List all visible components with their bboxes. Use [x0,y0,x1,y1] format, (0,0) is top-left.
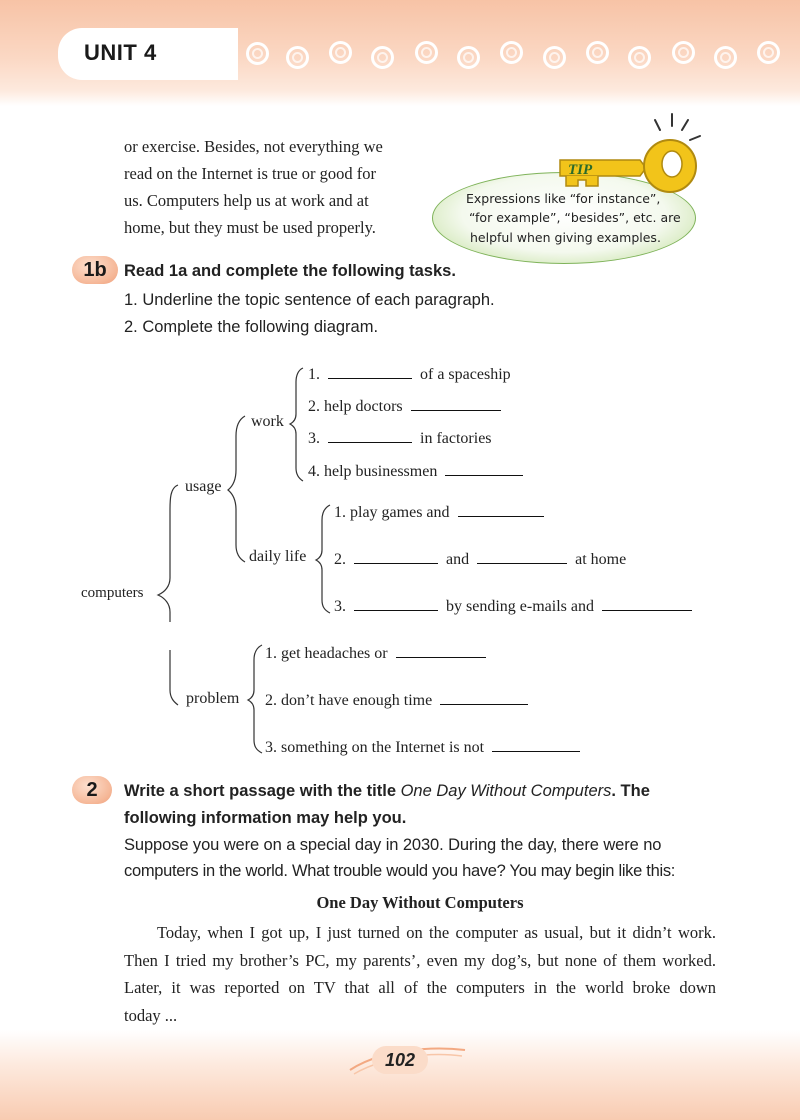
task-1b-item-1: 1. Underline the topic sentence of each paragraph. [124,291,495,309]
daily-item-2 [334,549,626,569]
work-item-3-num: 3. [308,430,320,447]
blank [354,549,438,564]
blank [328,428,412,443]
diagram-work: work [251,413,284,430]
tip-line-1: Expressions like “for instance”, [466,191,661,206]
diagram-daily-life: daily life [249,548,307,565]
blank [477,549,567,564]
passage-line: Today, when I got up, I just turned on the computer as usual, but it didn’t work. [157,923,716,942]
task-2-desc-1: Suppose you were on a special day in 2030. During the day, there were no [124,836,662,854]
task-1b-item-2: 2. Complete the following diagram. [124,318,379,336]
task-2-title-b: . The [611,782,650,800]
tip-line-3: helpful when giving examples. [470,230,661,245]
blank [354,596,438,611]
task-2-title [124,782,716,801]
diagram-problem: problem [186,690,240,707]
work-item-1-text: of a spaceship [420,366,511,383]
work-item-4 [308,461,523,481]
diagram-root: computers [81,585,144,601]
work-item-3 [308,428,492,448]
passage-line: Then I tried my brother’s PC, my parents’, even my dog’s, but none of them worked. [124,950,716,970]
task-1b-badge: 1b [72,256,118,284]
passage [124,919,716,1029]
daily-item-2-and: and [446,551,470,568]
intro-line: read on the Internet is true or good for [124,164,376,183]
daily-item-2-text: at home [575,551,627,568]
problem-item-3 [265,737,580,757]
intro-line: or exercise. Besides, not everything we [124,137,383,156]
blank [440,690,528,705]
work-item-2 [308,396,501,416]
blank [445,461,523,476]
tip-line-2: “for example”, “besides”, etc. are [469,210,681,225]
problem-item-1 [265,643,486,663]
problem-item-2-text: 2. don’t have enough time [265,692,433,709]
tip-label: TIP [568,162,593,178]
problem-item-1-text: 1. get headaches or [265,645,388,662]
work-item-1 [308,364,511,384]
blank [492,737,580,752]
work-item-2-text: 2. help doctors [308,398,403,415]
task-2-title-line-2: following information may help you. [124,809,407,827]
work-item-4-text: 4. help businessmen [308,463,438,480]
blank [396,643,486,658]
daily-item-3-text: by sending e-mails and [446,598,594,615]
page-number: 102 [384,1050,416,1070]
daily-item-1-text: 1. play games and [334,504,450,521]
task-2-title-italic: One Day Without Computers [400,782,612,800]
diagram-usage: usage [185,478,222,495]
blank [458,502,544,517]
task-2-title-a: Write a short passage with the title [124,782,401,800]
problem-item-2 [265,690,528,710]
work-item-3-text: in factories [420,430,492,447]
daily-item-1 [334,502,544,522]
task-2-desc-2: computers in the world. What trouble would you have? You may begin like this: [124,862,676,880]
passage-title: One Day Without Computers [316,893,524,912]
work-item-1-num: 1. [308,366,320,383]
intro-line: home, but they must be used properly. [124,218,376,237]
unit-title: UNIT 4 [84,40,157,65]
intro-line: us. Computers help us at work and at [124,191,369,210]
daily-item-3 [334,596,692,616]
task-2-badge: 2 [72,776,112,804]
passage-line: Later, it was reported on TV that all of the computers in the world broke down [124,978,716,997]
blank [328,364,412,379]
passage-line: today ... [124,1005,178,1025]
blank [411,396,501,411]
daily-item-2-num: 2. [334,551,346,568]
task-1b-title: Read 1a and complete the following tasks. [124,262,456,280]
blank [602,596,692,611]
problem-item-3-text: 3. something on the Internet is not [265,739,485,756]
daily-item-3-num: 3. [334,598,346,615]
